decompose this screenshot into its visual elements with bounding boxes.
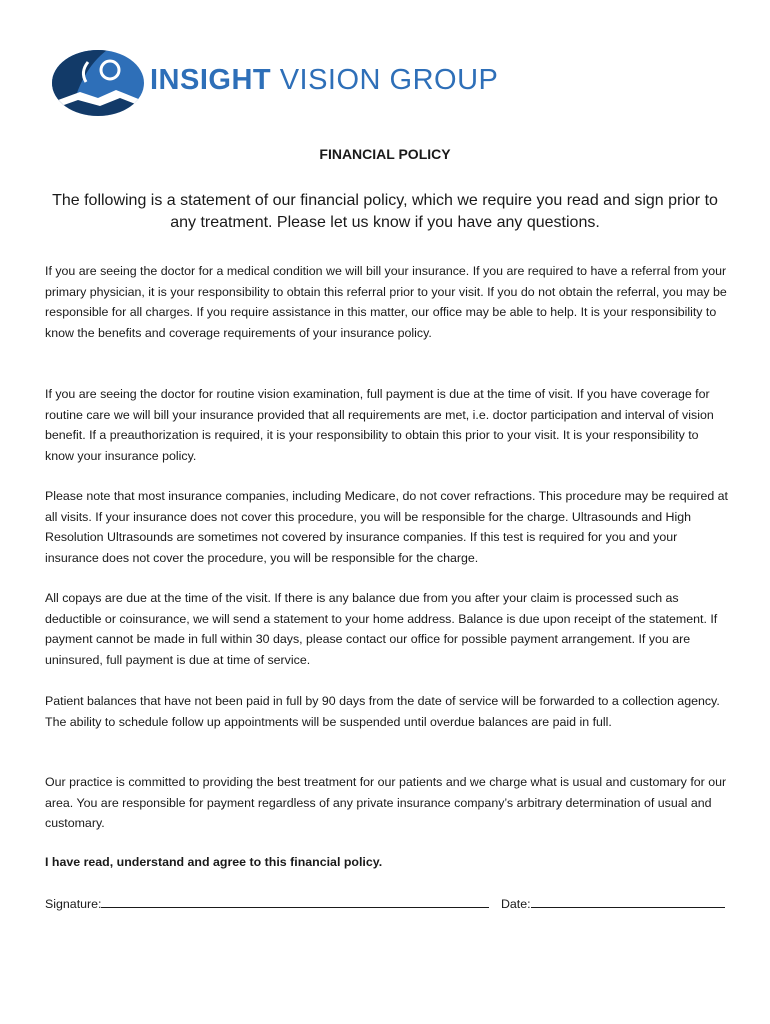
signature-label: Signature: bbox=[45, 897, 102, 911]
policy-paragraph-usual-customary: Our practice is committed to providing the best treatment for our patients and we charge what is usual and customary for our area. You are responsible for payment regardless of any private insurance company’s arbitrary determination of usual and customary. bbox=[45, 775, 727, 831]
policy-paragraph-routine-vision: If you are seeing the doctor for routine vision examination, full payment is due at the time of visit. If you have coverage for routine care we will bill your insurance provided that all requirements are met, i.e. doctor participation and interval of vision benefit. If a preauthorization is required, it is your responsibility to obtain this prior to your visit. It is your responsibility to know your insurance policy. bbox=[45, 387, 714, 464]
agreement-statement: I have read, understand and agree to this financial policy. bbox=[45, 855, 383, 869]
logo-brand-bold: INSIGHT bbox=[150, 64, 272, 96]
insight-vision-logo bbox=[50, 48, 499, 122]
logo-brand-rest: VISION GROUP bbox=[279, 64, 499, 96]
policy-paragraph-refractions: Please note that most insurance companies, including Medicare, do not cover refractions. This procedure may be required at all visits. If your insurance does not cover this procedure, you will be responsible for the charge. Ultrasounds and High Resolution Ultrasounds are sometimes not covered by insurance companies. If this test is required for you and your insurance does not cover the procedure, you will be responsible for the charge. bbox=[45, 489, 728, 566]
signature-field[interactable] bbox=[101, 895, 489, 908]
date-label: Date: bbox=[500, 897, 531, 911]
signature-row bbox=[45, 895, 725, 911]
logo-wordmark bbox=[150, 64, 498, 97]
intro-statement: The following is a statement of our financial policy, which we require you read and sign prior to any treatment. Please let us know if you have any questions. bbox=[52, 192, 718, 231]
document-title: FINANCIAL POLICY bbox=[319, 146, 451, 162]
policy-paragraph-balances: Patient balances that have not been paid in full by 90 days from the date of service will be forwarded to a collection agency. The ability to schedule follow up appointments will be suspended until overdue balances are paid in full. bbox=[45, 694, 720, 729]
policy-paragraph-medical: If you are seeing the doctor for a medical condition we will bill your insurance. If you are required to have a referral from your primary physician, it is your responsibility to obtain this referral prior to your visit. If you do not obtain the referral, you may be responsible for all charges. If you require assistance in this matter, our office may be able to help. It is your responsibility to know the benefits and coverage requirements of your insurance policy. bbox=[45, 264, 727, 341]
date-field[interactable] bbox=[531, 895, 725, 908]
eye-mountain-logo-icon bbox=[50, 48, 146, 118]
policy-paragraph-copays: All copays are due at the time of the visit. If there is any balance due from you after your claim is processed such as deductible or coinsurance, we will send a statement to your home address. Balance is due upon receipt of the statement. If payment cannot be made in full within 30 days, please contact our office for possible payment arrangement. If you are uninsured, full payment is due at time of service. bbox=[45, 591, 718, 668]
